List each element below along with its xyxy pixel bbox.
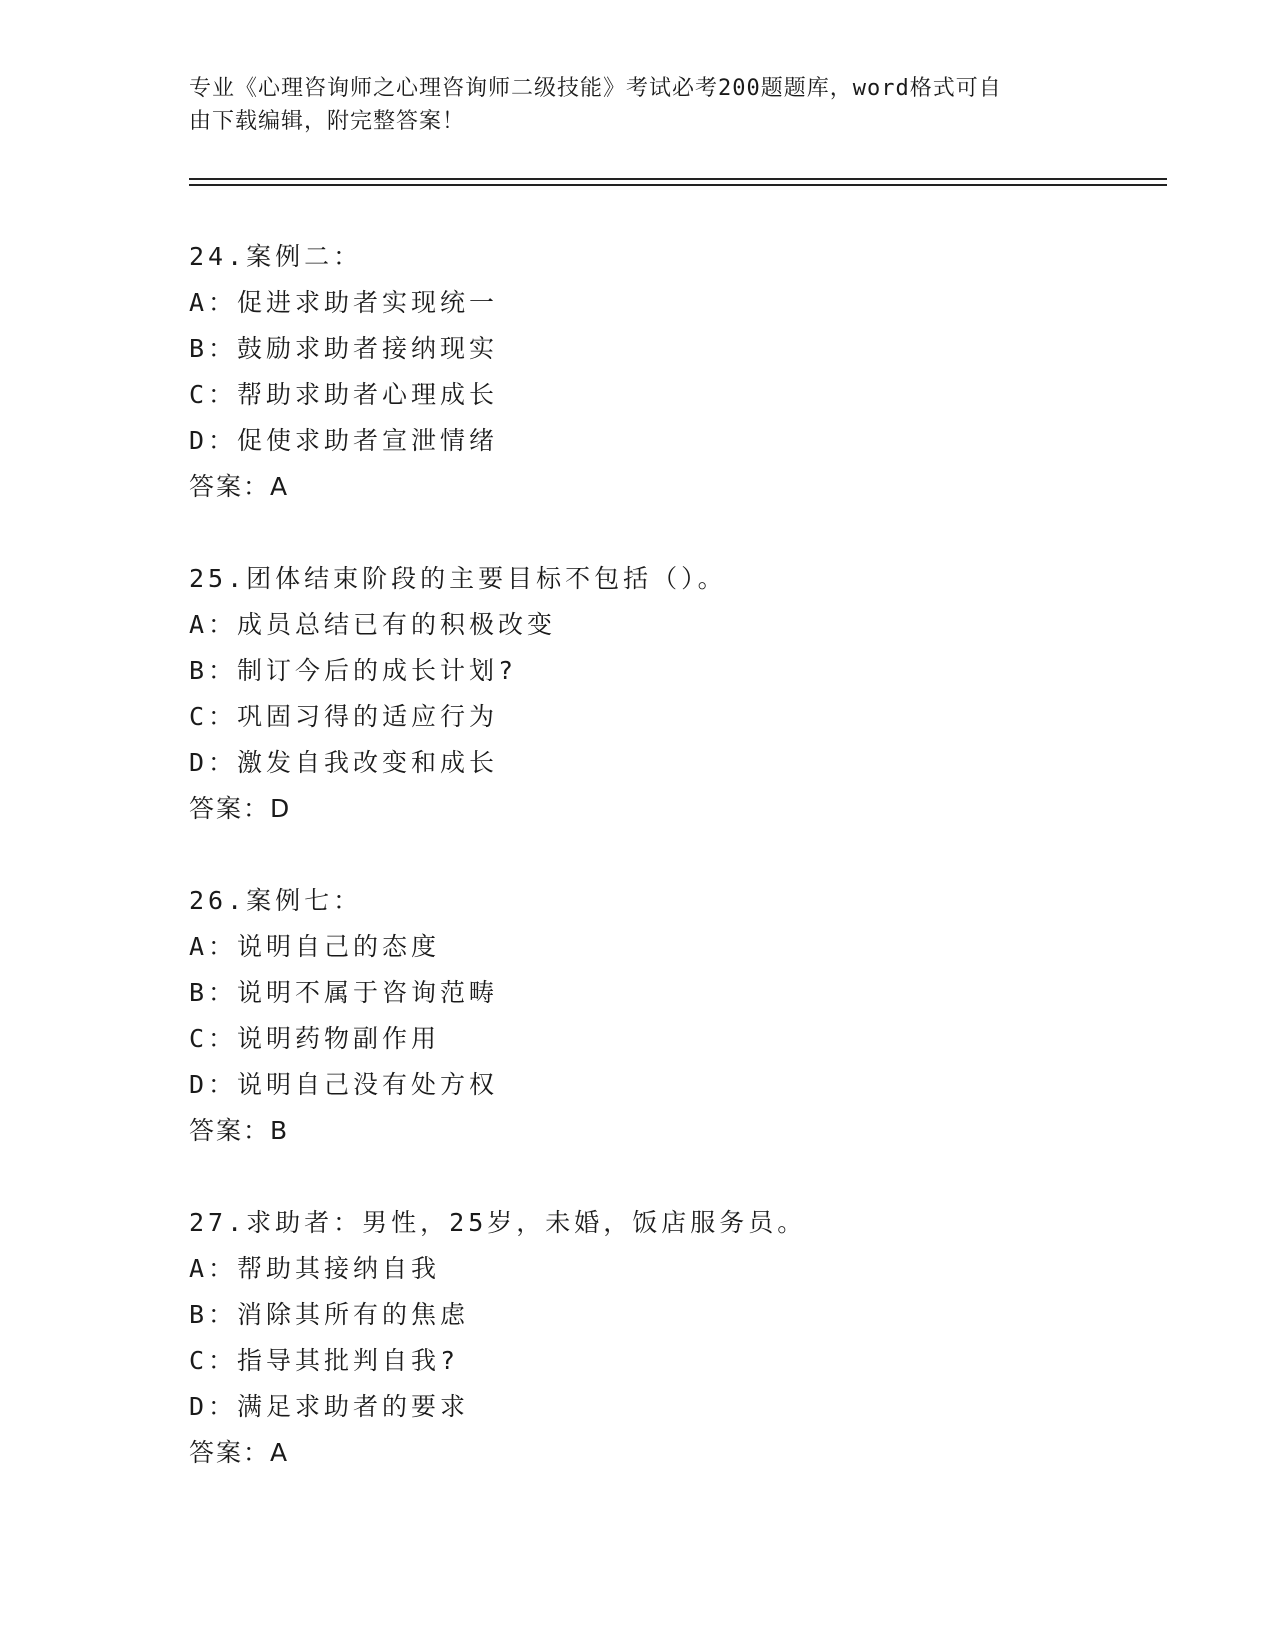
question-stem: 26.案例七： (189, 886, 363, 915)
header-divider-bottom (189, 184, 1167, 186)
header-divider-top (189, 178, 1167, 180)
document-header (189, 72, 1089, 138)
option-c: C：指导其批判自我? (189, 1346, 460, 1375)
option-a: A：帮助其接纳自我 (189, 1254, 441, 1283)
option-b: B：鼓励求助者接纳现实 (189, 334, 499, 363)
question-stem: 24.案例二： (189, 242, 363, 271)
question-27 (189, 1200, 1149, 1476)
option-a: A：促进求助者实现统一 (189, 288, 499, 317)
option-c: C：说明药物副作用 (189, 1024, 441, 1053)
question-stem: 27.求助者：男性，25岁，未婚，饭店服务员。 (189, 1208, 807, 1237)
header-line-2: 由下载编辑，附完整答案！ (189, 109, 466, 134)
option-d: D：促使求助者宣泄情绪 (189, 426, 499, 455)
option-a: A：说明自己的态度 (189, 932, 441, 961)
option-b: B：消除其所有的焦虑 (189, 1300, 470, 1329)
option-b: B：制订今后的成长计划? (189, 656, 518, 685)
option-b: B：说明不属于咨询范畴 (189, 978, 499, 1007)
answer-key: 答案：A (189, 472, 290, 501)
option-c: C：帮助求助者心理成长 (189, 380, 499, 409)
answer-key: 答案：D (189, 794, 292, 823)
question-25 (189, 556, 1149, 832)
option-a: A：成员总结已有的积极改变 (189, 610, 557, 639)
option-d: D：激发自我改变和成长 (189, 748, 499, 777)
answer-key: 答案：A (189, 1438, 290, 1467)
question-24 (189, 234, 1149, 510)
question-26 (189, 878, 1149, 1154)
question-stem: 25.团体结束阶段的主要目标不包括（）。 (189, 564, 727, 593)
option-d: D：说明自己没有处方权 (189, 1070, 499, 1099)
option-c: C：巩固习得的适应行为 (189, 702, 499, 731)
header-line-1: 专业《心理咨询师之心理咨询师二级技能》考试必考200题题库，word格式可自 (189, 76, 1002, 101)
option-d: D：满足求助者的要求 (189, 1392, 470, 1421)
question-list (189, 234, 1149, 1476)
answer-key: 答案：B (189, 1116, 290, 1145)
